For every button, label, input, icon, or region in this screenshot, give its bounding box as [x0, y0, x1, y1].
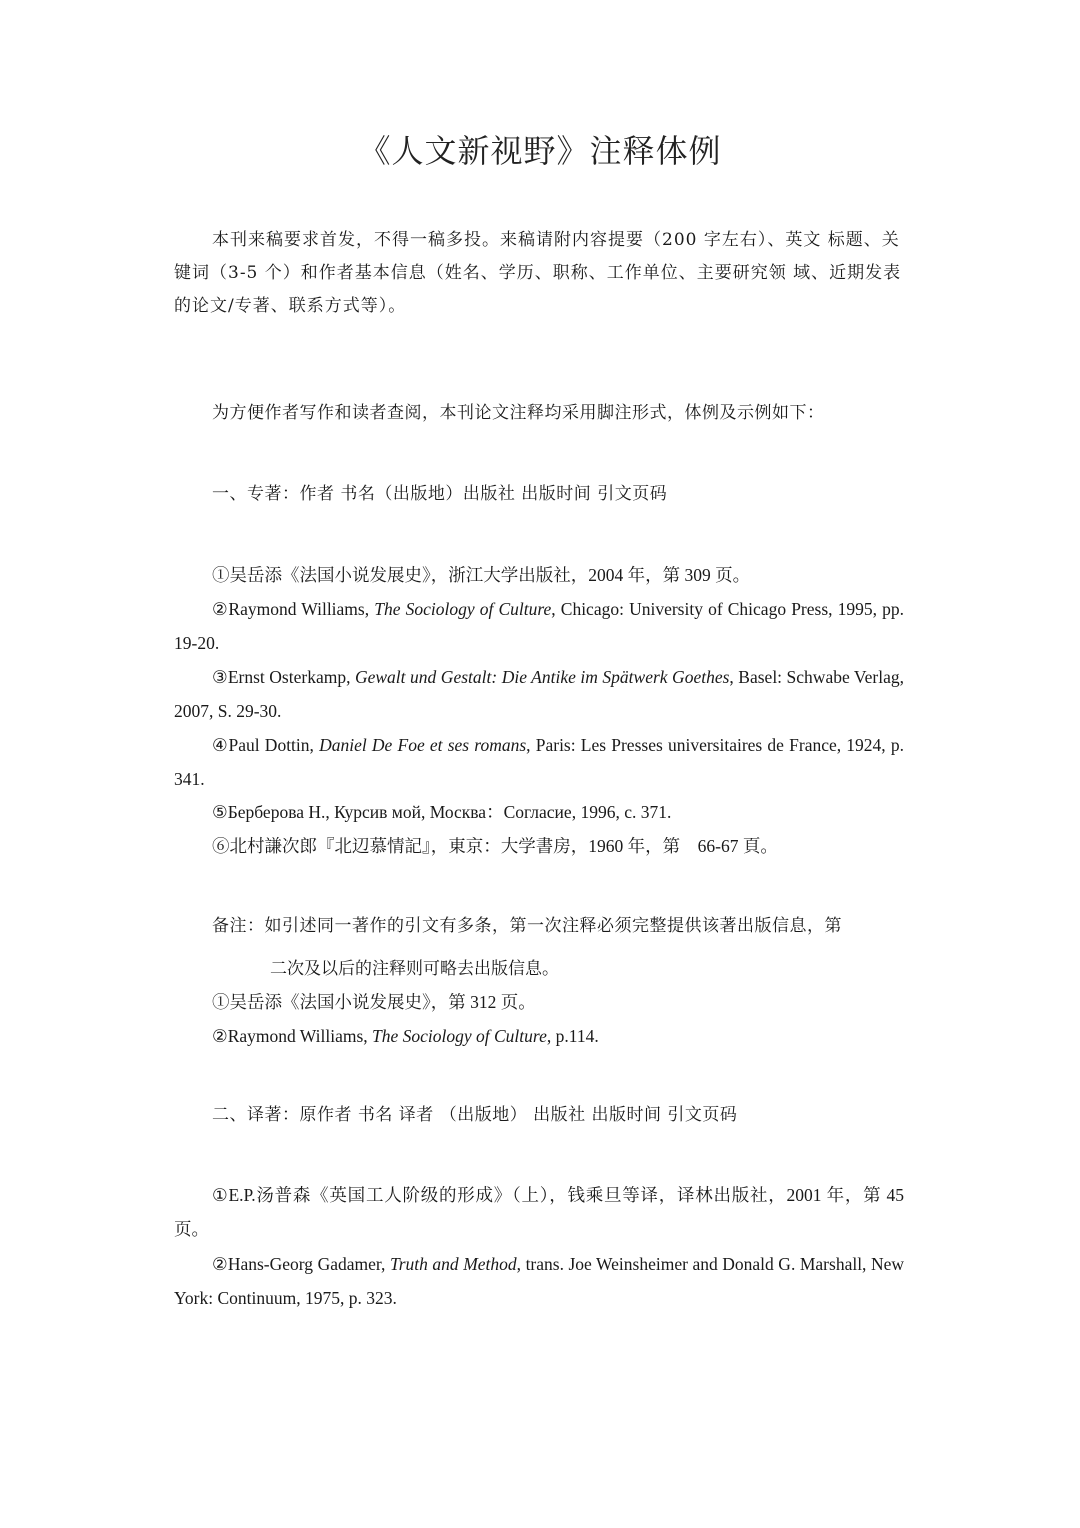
- lead-text: 为方便作者写作和读者查阅，本刊论文注释均采用脚注形式，体例及示例如下：: [212, 403, 825, 423]
- footnote-example: ①吴岳添《法国小说发展史》，浙江大学出版社，2004 年，第 309 页。: [212, 565, 751, 585]
- note-text-continued: 二次及以后的注释则可略去出版信息。: [270, 959, 559, 979]
- footnote-example: ②Raymond Williams, The Sociology of Culture, p.114.: [212, 1026, 599, 1046]
- note-text: 备注：如引述同一著作的引文有多条，第一次注释必须完整提供该著出版信息，第: [212, 916, 842, 936]
- section2-heading: 二、译著：原作者 书名 译者 （出版地） 出版社 出版时间 引文页码: [212, 1105, 738, 1125]
- footnote-example: ①吴岳添《法国小说发展史》，第 312 页。: [212, 992, 536, 1012]
- footnote-example: ③Ernst Osterkamp, Gewalt und Gestalt: Die Antike im Spätwerk Goethes, Basel: Schwabe Verlag, 2007, S. 29-30.: [174, 667, 904, 721]
- intro-paragraph: 本刊来稿要求首发，不得一稿多投。来稿请附内容提要（200 字左右）、英文 标题、关键词（3-5 个）和作者基本信息（姓名、学历、职称、工作单位、主要研究领 域、近期发表的论文/专著、联系方式等）。: [174, 230, 902, 316]
- footnote-example: ①E.P.汤普森《英国工人阶级的形成》（上），钱乘旦等译，译林出版社，2001 年，第 45 页。: [174, 1185, 904, 1239]
- footnote-example: ④Paul Dottin, Daniel De Foe et ses romans, Paris: Les Presses universitaires de France, 1924, p. 341.: [174, 735, 904, 789]
- footnote-example: ⑤Берберова Н., Курсив мой, Москва：Согласие, 1996, с. 371.: [212, 802, 672, 822]
- page-title: 《人文新视野》注释体例: [358, 132, 722, 170]
- footnote-example: ②Hans-Georg Gadamer, Truth and Method, trans. Joe Weinsheimer and Donald G. Marshall, New York: Continuum, 1975, p. 323.: [174, 1254, 905, 1308]
- footnote-example: ⑥北村謙次郎『北辺慕情記』，東京：大学書房，1960 年，第 66-67 頁。: [212, 836, 778, 856]
- footnote-example: ②Raymond Williams, The Sociology of Culture, Chicago: University of Chicago Press, 1995, pp. 19-20.: [174, 599, 904, 653]
- section1-heading: 一、专著：作者 书名（出版地）出版社 出版时间 引文页码: [212, 484, 668, 504]
